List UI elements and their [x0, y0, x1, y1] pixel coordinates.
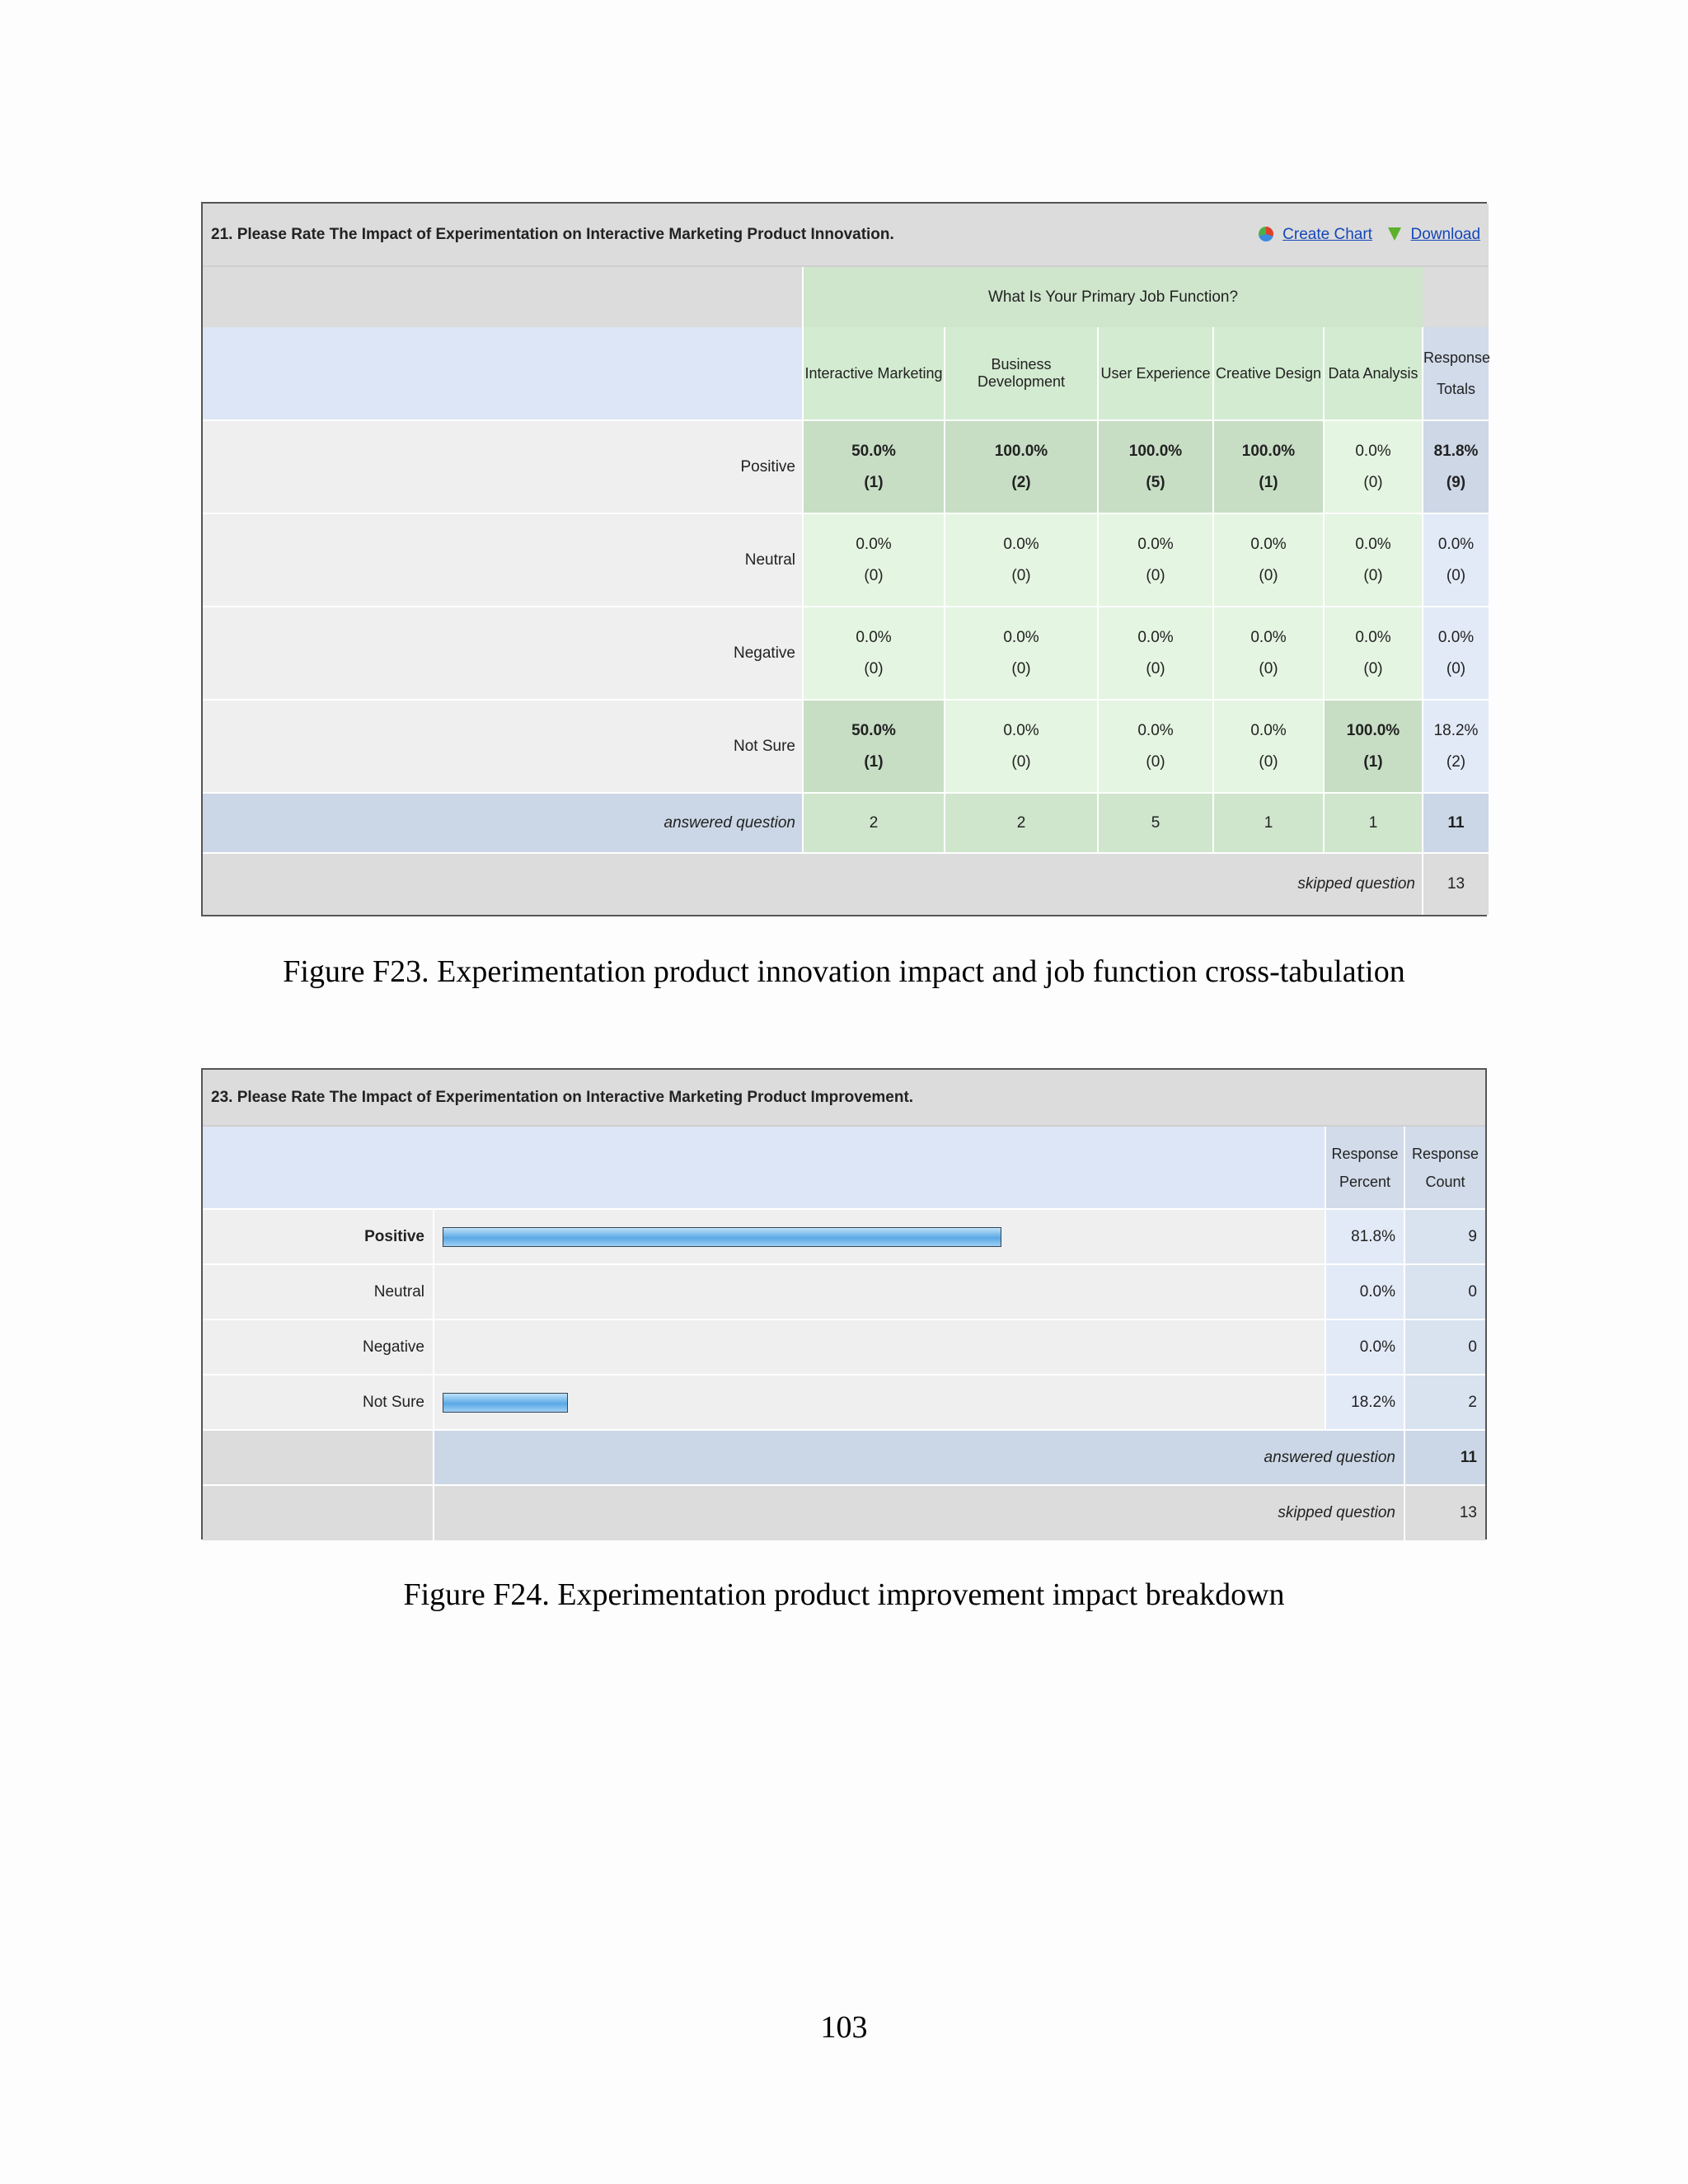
response-percent: 81.8%: [1325, 1209, 1404, 1264]
answered-count: 2: [803, 793, 945, 853]
table-row: [203, 1209, 1485, 1264]
group-header: What Is Your Primary Job Function?: [803, 266, 1423, 327]
question-title-f24: 23. Please Rate The Impact of Experimentation on Interactive Marketing Product Improvement.: [203, 1070, 1485, 1126]
col-header-response-totals: Response Totals: [1423, 327, 1489, 420]
page-number: 103: [820, 2010, 868, 2045]
table-cell: 50.0% (1): [803, 420, 945, 513]
skipped-question-label: skipped question: [203, 853, 1423, 915]
table-cell: 100.0% (2): [945, 420, 1098, 513]
answered-question-label: answered question: [203, 793, 803, 853]
figure-caption-f23: Figure F23. Experimentation product innovation impact and job function cross-tabulation: [283, 954, 1405, 989]
answered-count: 1: [1213, 793, 1324, 853]
pie-chart-icon: [1259, 227, 1273, 241]
answered-total: 11: [1423, 793, 1489, 853]
table-row: [203, 1375, 1485, 1430]
row-label-positive: Positive: [203, 420, 803, 513]
table-row: [203, 1319, 1485, 1375]
footer-blank: [203, 1485, 434, 1540]
table-row: [203, 1264, 1485, 1319]
blank-total-corner: [1423, 266, 1489, 327]
answered-question-label: answered question: [434, 1430, 1404, 1485]
response-count: 9: [1404, 1209, 1485, 1264]
row-label-neutral: Neutral: [203, 513, 803, 607]
answered-count: 5: [1098, 793, 1213, 853]
question-title-f23: [203, 204, 1489, 266]
footer-blank: [203, 1430, 434, 1485]
skipped-count: 13: [1404, 1485, 1485, 1540]
download-arrow-icon: [1388, 227, 1401, 241]
table-cell: 100.0% (1): [1324, 700, 1423, 793]
table-row: [203, 607, 1489, 700]
row-label-positive: Positive: [203, 1209, 434, 1264]
figure-caption-f24: Figure F24. Experimentation product improvement impact breakdown: [403, 1577, 1285, 1612]
table-cell: 0.0% (0): [1098, 513, 1213, 607]
table-row: [203, 700, 1489, 793]
bar-track: [434, 1264, 1325, 1319]
table-cell: 0.0% (0): [945, 513, 1098, 607]
response-percent: 18.2%: [1325, 1375, 1404, 1430]
row-label-not-sure: Not Sure: [203, 700, 803, 793]
header-blank: [203, 1126, 1325, 1209]
table-cell: 0.0% (0): [803, 607, 945, 700]
response-count: 0: [1404, 1264, 1485, 1319]
row-label-not-sure: Not Sure: [203, 1375, 434, 1430]
col-header-data-analysis: Data Analysis: [1324, 327, 1423, 420]
table-cell: 0.0% (0): [1213, 700, 1324, 793]
skipped-count: 13: [1423, 853, 1489, 915]
response-table-f24: [201, 1068, 1487, 1540]
table-cell: 0.0% (0): [803, 513, 945, 607]
table-row: [203, 513, 1489, 607]
table-cell: 0.0% (0): [1098, 607, 1213, 700]
answered-count: 2: [945, 793, 1098, 853]
row-label-negative: Negative: [203, 607, 803, 700]
response-count-header: Response Count: [1404, 1126, 1485, 1209]
total-cell: 18.2% (2): [1423, 700, 1489, 793]
question-text: 21. Please Rate The Impact of Experimentation on Interactive Marketing Product Innovation.: [211, 225, 894, 243]
row-label-negative: Negative: [203, 1319, 434, 1375]
table-cell: 0.0% (0): [945, 607, 1098, 700]
row-label-neutral: Neutral: [203, 1264, 434, 1319]
table-cell: 0.0% (0): [1213, 607, 1324, 700]
table-row: [203, 420, 1489, 513]
response-percent: 0.0%: [1325, 1319, 1404, 1375]
total-cell: 81.8% (9): [1423, 420, 1489, 513]
row-header-blank: [203, 327, 803, 420]
table-cell: 100.0% (5): [1098, 420, 1213, 513]
col-header-interactive-marketing: Interactive Marketing: [803, 327, 945, 420]
table-cell: 50.0% (1): [803, 700, 945, 793]
table-cell: 0.0% (0): [1213, 513, 1324, 607]
bar-track: [434, 1209, 1325, 1264]
answered-total: 11: [1404, 1430, 1485, 1485]
table-cell: 0.0% (0): [945, 700, 1098, 793]
table-cell: 0.0% (0): [1324, 607, 1423, 700]
response-count: 2: [1404, 1375, 1485, 1430]
skipped-question-label: skipped question: [434, 1485, 1404, 1540]
response-bar: [443, 1393, 568, 1413]
col-header-business-development: Business Development: [945, 327, 1098, 420]
col-header-creative-design: Creative Design: [1213, 327, 1324, 420]
table-cell: 100.0% (1): [1213, 420, 1324, 513]
col-header-user-experience: User Experience: [1098, 327, 1213, 420]
response-bar: [443, 1227, 1001, 1247]
response-count: 0: [1404, 1319, 1485, 1375]
bar-track: [434, 1319, 1325, 1375]
table-cell: 0.0% (0): [1324, 513, 1423, 607]
response-percent: 0.0%: [1325, 1264, 1404, 1319]
table-cell: 0.0% (0): [1324, 420, 1423, 513]
create-chart-link[interactable]: Create Chart: [1282, 225, 1372, 243]
crosstab-table-f23: [201, 202, 1491, 916]
blank-corner: [203, 266, 803, 327]
table-cell: 0.0% (0): [1098, 700, 1213, 793]
answered-count: 1: [1324, 793, 1423, 853]
download-link[interactable]: Download: [1410, 225, 1481, 243]
total-cell: 0.0% (0): [1423, 513, 1489, 607]
total-cell: 0.0% (0): [1423, 607, 1489, 700]
bar-track: [434, 1375, 1325, 1430]
response-percent-header: Response Percent: [1325, 1126, 1404, 1209]
